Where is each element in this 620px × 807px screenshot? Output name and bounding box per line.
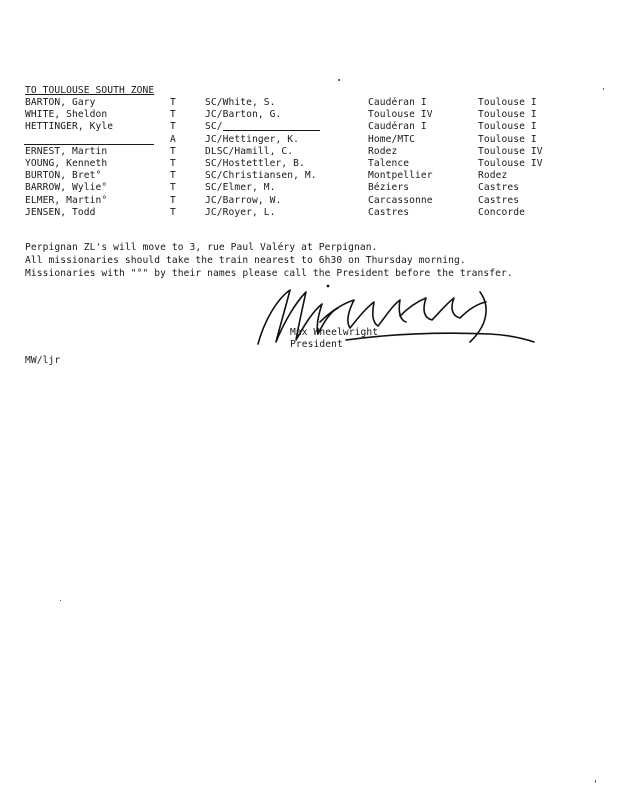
note-line: Perpignan ZL's will move to 3, rue Paul Valéry at Perpignan. <box>25 242 378 253</box>
transfer-row <box>25 134 585 146</box>
transfer-status: T <box>170 157 176 169</box>
companion: JC/Barton, G. <box>205 109 282 121</box>
transfer-status: A <box>170 133 176 145</box>
from-area: Carcassonne <box>368 194 433 206</box>
companion: SC/Hostettler, B. <box>205 157 305 169</box>
from-area: Home/MTC <box>368 133 416 145</box>
note-line: All missionaries should take the train nearest to 6h30 on Thursday morning. <box>25 255 466 266</box>
transfer-row <box>25 146 585 158</box>
transfer-status: T <box>170 121 176 133</box>
transfer-table <box>25 97 585 219</box>
to-area: Toulouse IV <box>478 157 543 169</box>
blank-line <box>223 121 320 131</box>
section-heading: TO TOULOUSE SOUTH ZONE <box>25 85 155 96</box>
to-area: Concorde <box>478 206 526 218</box>
transfer-row <box>25 182 585 194</box>
from-area: Caudéran I <box>368 97 427 108</box>
signature-stroke <box>320 300 406 328</box>
scan-speck <box>595 780 596 783</box>
transfer-status: T <box>170 170 176 182</box>
from-area: Rodez <box>368 145 398 157</box>
from-area: Talence <box>368 157 410 169</box>
companion: JC/Hettinger, K. <box>205 133 300 145</box>
scan-speck <box>338 79 340 81</box>
companion-prefix: SC/ <box>205 121 223 133</box>
from-area: Toulouse IV <box>368 109 433 121</box>
scan-speck <box>603 88 604 90</box>
signer-name: Max Wheelwright <box>290 327 379 338</box>
transfer-status: T <box>170 194 176 206</box>
to-area: Toulouse I <box>478 133 537 145</box>
transfer-row <box>25 207 585 219</box>
transfer-status: T <box>170 97 176 108</box>
transfer-row <box>25 121 585 133</box>
missionary-name: JENSEN, Todd <box>25 206 96 218</box>
missionary-name: BURTON, Bret° <box>25 170 102 182</box>
from-area: Castres <box>368 206 410 218</box>
typist-initials: MW/ljr <box>25 355 61 366</box>
notes-block <box>25 242 513 281</box>
transfer-row <box>25 170 585 182</box>
missionary-name: BARTON, Gary <box>25 97 96 108</box>
transfer-status: T <box>170 145 176 157</box>
companion: SC/White, S. <box>205 97 276 108</box>
missionary-name: YOUNG, Kenneth <box>25 157 108 169</box>
transfer-status: T <box>170 109 176 121</box>
signature-block <box>290 327 378 351</box>
scan-speck <box>60 600 61 601</box>
to-area: Castres <box>478 182 520 194</box>
missionary-name: BARROW, Wylie° <box>25 182 108 194</box>
to-area: Toulouse I <box>478 109 537 121</box>
missionary-name: WHITE, Sheldon <box>25 109 108 121</box>
transfer-status: T <box>170 206 176 218</box>
from-area: Béziers <box>368 182 410 194</box>
transfer-status: T <box>170 182 176 194</box>
to-area: Rodez <box>478 170 508 182</box>
signature-dot <box>327 285 330 288</box>
missionary-name: ERNEST, Martin <box>25 145 108 157</box>
signature-stroke <box>400 298 486 320</box>
companion: DLSC/Hamill, C. <box>205 145 294 157</box>
companion <box>205 121 320 132</box>
companion: SC/Christiansen, M. <box>205 170 317 182</box>
to-area: Toulouse IV <box>478 145 543 157</box>
to-area: Toulouse I <box>478 97 537 108</box>
transfer-row <box>25 97 585 109</box>
from-area: Caudéran I <box>368 121 427 133</box>
companion: JC/Royer, L. <box>205 206 276 218</box>
companion: JC/Barrow, W. <box>205 194 282 206</box>
transfer-row <box>25 109 585 121</box>
to-area: Toulouse I <box>478 121 537 133</box>
missionary-name: HETTINGER, Kyle <box>25 121 114 133</box>
to-area: Castres <box>478 194 520 206</box>
transfer-row <box>25 195 585 207</box>
missionary-name: ELMER, Martin° <box>25 194 108 206</box>
transfer-row <box>25 158 585 170</box>
signer-title: President <box>290 339 343 350</box>
note-line: Missionaries with "°" by their names please call the President before the transfer. <box>25 268 513 279</box>
from-area: Montpellier <box>368 170 433 182</box>
companion: SC/Elmer, M. <box>205 182 276 194</box>
